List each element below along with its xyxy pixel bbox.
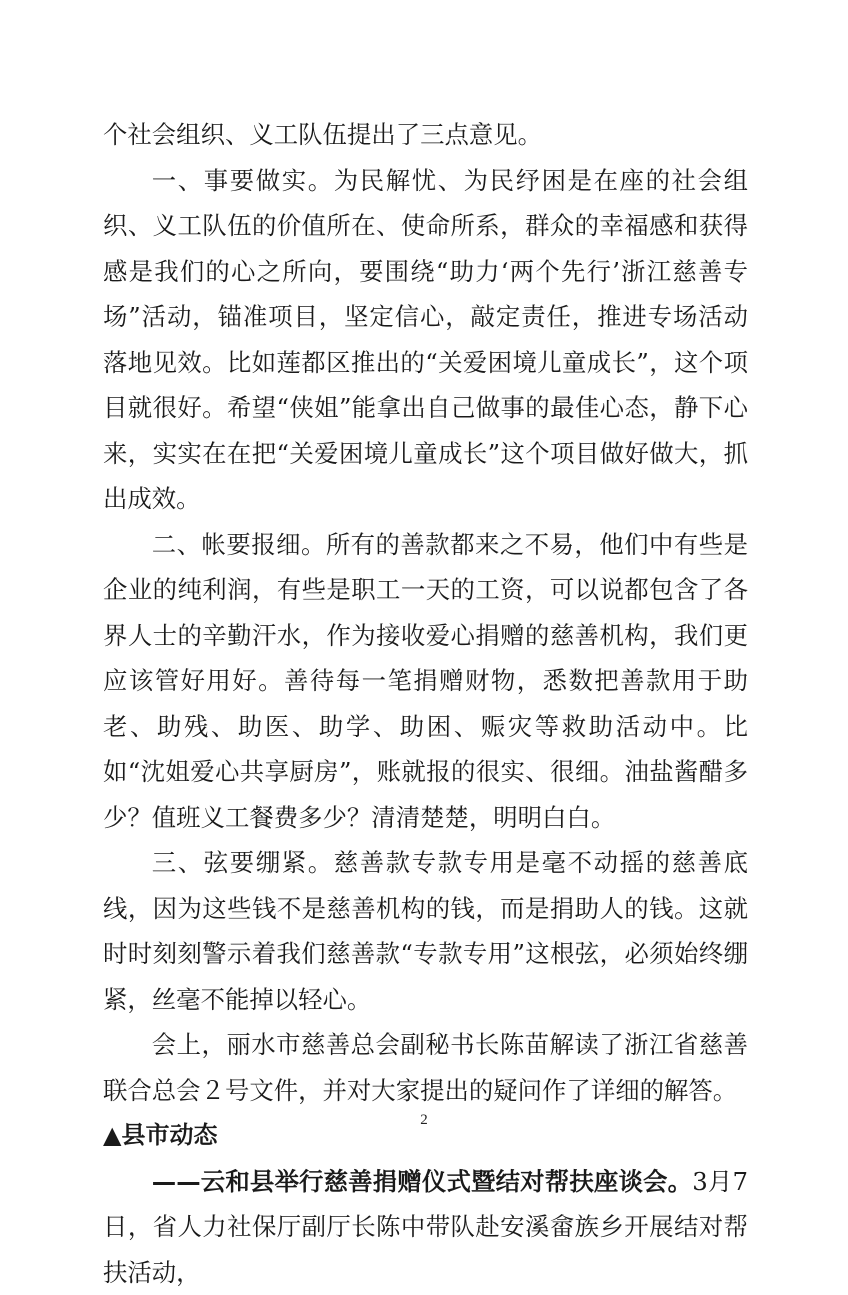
news-item-body: 3月7日，省人力社保厅副厅长陈中带队赴安溪畲族乡开展结对帮扶活动， [103, 1167, 748, 1287]
paragraph-point-one: 一、事要做实。为民解忧、为民纾困是在座的社会组织、义工队伍的价值所在、使命所系，群众的幸福感和获得感是我们的心之所向，要围绕“助力‘两个先行’浙江慈善专场”活动，锚准项目，坚定信心，敲定责任，推进专场活动落地见效。比如莲都区推出的“关爱困境儿童成长”，这个项目就很好。希望“侠姐”能拿出自己做事的最佳心态，静下心来，实实在在把“关爱困境儿童成长”这个项目做好做大，抓出成效。 [103, 158, 748, 522]
paragraph-point-two: 二、帐要报细。所有的善款都来之不易，他们中有些是企业的纯利润，有些是职工一天的工资，可以说都包含了各界人士的辛勤汗水，作为接收爱心捐赠的慈善机构，我们更应该管好用好。善待每一笔捐赠财物，悉数把善款用于助老、助残、助医、助学、助困、赈灾等救助活动中。比如“沈姐爱心共享厨房”，账就报的很实、很细。油盐酱醋多少？值班义工餐费多少？清清楚楚，明明白白。 [103, 522, 748, 841]
paragraph-meeting-note: 会上，丽水市慈善总会副秘书长陈苗解读了浙江省慈善联合总会２号文件，并对大家提出的疑问作了详细的解答。 [103, 1022, 748, 1113]
news-item [103, 1159, 748, 1295]
paragraph-point-three: 三、弦要绷紧。慈善款专款专用是毫不动摇的慈善底线，因为这些钱不是慈善机构的钱，而是捐助人的钱。这就时时刻刻警示着我们慈善款“专款专用”这根弦，必须始终绷紧，丝毫不能掉以轻心。 [103, 840, 748, 1022]
page-number: 2 [0, 1112, 848, 1129]
news-item-lead: ——云和县举行慈善捐赠仪式暨结对帮扶座谈会。 [152, 1167, 692, 1196]
section-heading: ▲县市动态 [103, 1113, 748, 1159]
paragraph-continuation: 个社会组织、义工队伍提出了三点意见。 [103, 112, 748, 158]
